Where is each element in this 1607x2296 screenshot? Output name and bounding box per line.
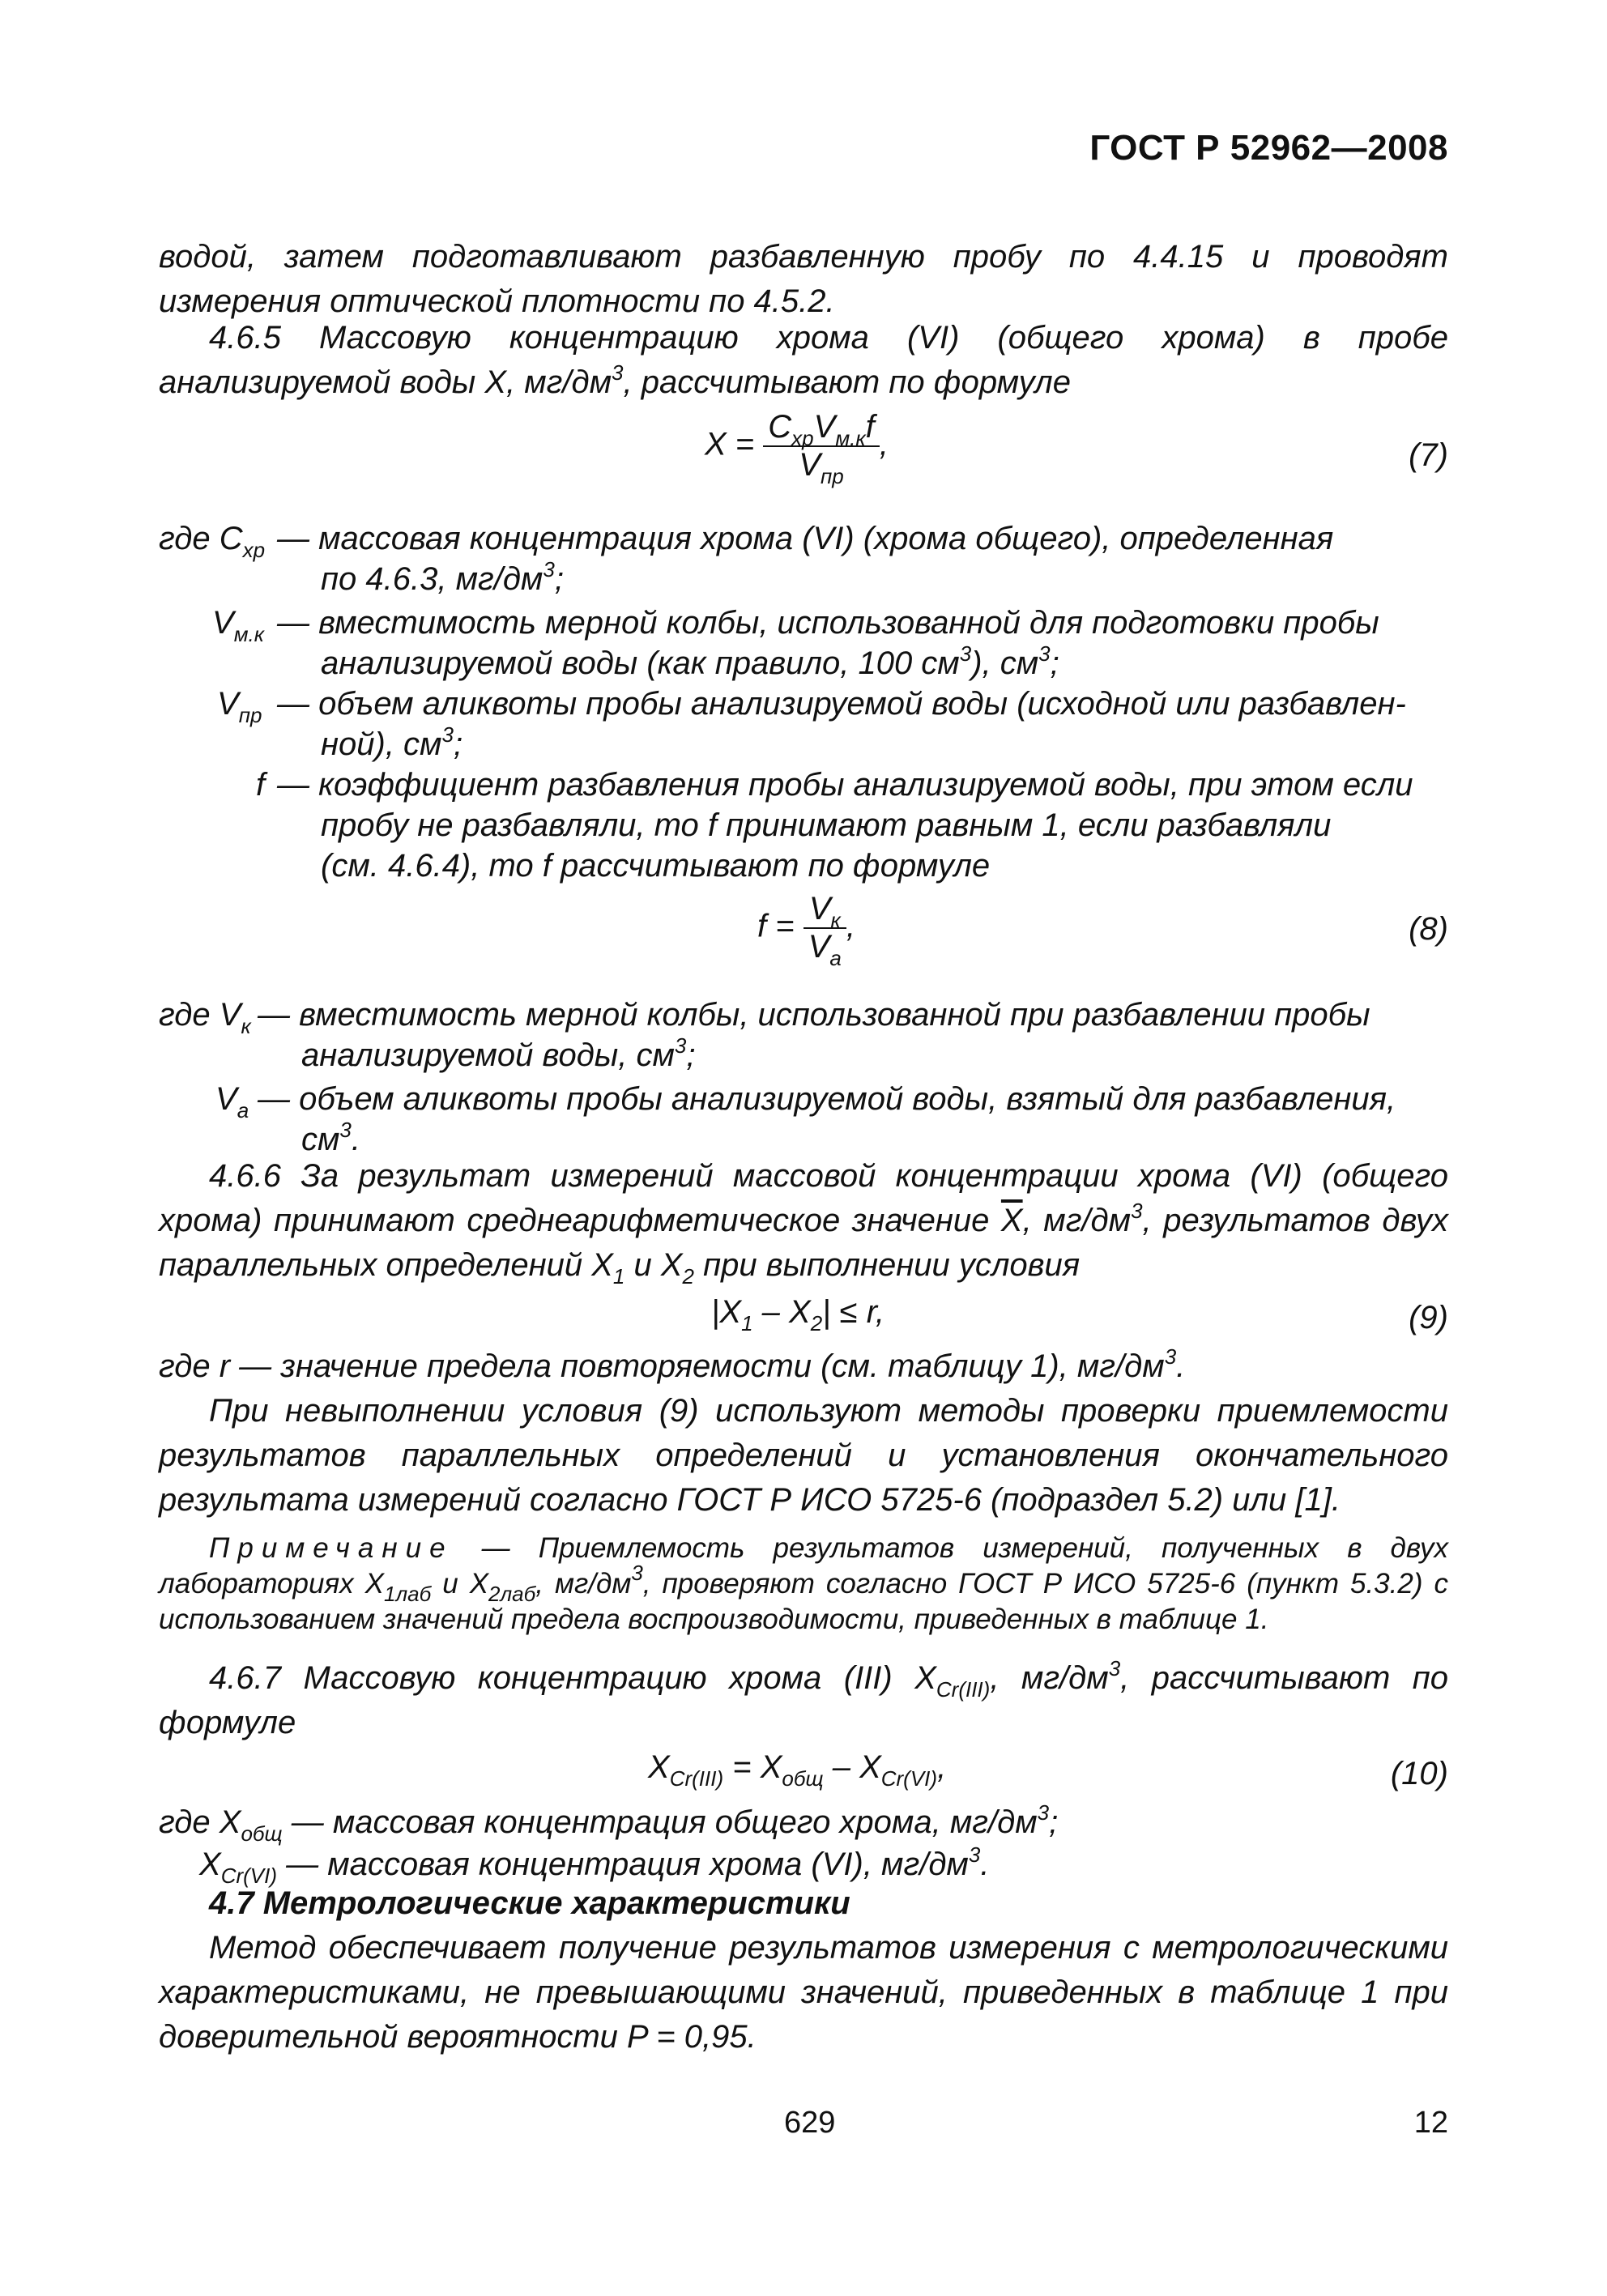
definitions-eq7: [159, 518, 1448, 886]
equation-8-number: (8): [1409, 911, 1448, 947]
eq7-numerator: $C_{хр}V_{м.к}f$: [763, 409, 880, 447]
definition-va: $V_a$ — объем аликвоты пробы анализируемой воды, взятый для разбавления, $см^3$.: [215, 1081, 1396, 1157]
equation-7: [705, 409, 889, 488]
footer-page-right: 12: [1413, 2106, 1448, 2140]
paragraph-fail: [159, 1389, 1448, 1523]
definition-xobsch: где $X_{общ}$ — массовая концентрация общего хрома, $мг/дм^3$;: [159, 1800, 1059, 1846]
equation-10-number: (10): [1390, 1756, 1448, 1791]
eq7-comma: ,: [879, 426, 889, 462]
equation-7-number: (7): [1409, 437, 1448, 473]
eq8-denominator: $V_a$: [808, 929, 842, 970]
equation-9: $|X_1 - X_2| \le r$,: [711, 1294, 884, 1335]
section-4-7-text: Метод обеспечивает получение результатов измерения с метрологическими характеристиками, не превышающими значений, приведенных в таблице 1 при доверительной вероятности P = 0,95.: [159, 1930, 1448, 2055]
paragraph-4-6-5-text: 4.6.5 Массовую концентрацию хрома (VI) (общего хрома) в пробе анализируемой воды X, $мг/дм^3$, рассчитывают по формуле: [159, 320, 1448, 400]
paragraph-4-6-6-text: 4.6.6 За результат измерений массовой концентрации хрома (VI) (общего хрома) принимают среднеарифметическое значение $\overline{X}$, $мг/дм^3$, результатов двух параллельных определений $X_1$ и $X_2$ при выполнении условия: [159, 1158, 1448, 1289]
note-label: Примечание: [209, 1532, 454, 1564]
definition-xcr6: $X_{Cr(VI)}$ — массовая концентрация хрома (VI), $мг/дм^3$.: [199, 1842, 990, 1888]
definition-r: [159, 1344, 1448, 1389]
paragraph-4-6-6: [159, 1154, 1448, 1288]
paragraph-4-6-7: [159, 1656, 1448, 1745]
eq8-numerator: $V_к$: [804, 891, 846, 929]
equation-8: [757, 891, 855, 970]
note-text: Примечание — Приемлемость результатов измерений, полученных в двух лабораториях $X_{1лаб}$ и $X_{2лаб}$, $мг/дм^3$, проверяют согласно ГОСТ Р ИСО 5725-6 (пункт 5.3.2) с использованием значений предела воспроизводимости, приведенных в таблице 1.: [159, 1532, 1448, 1635]
footer-page-center: 629: [784, 2106, 836, 2140]
equation-9-number: (9): [1409, 1300, 1448, 1335]
paragraph-4-6-5: [159, 316, 1448, 405]
definitions-eq10: [159, 1802, 1448, 1886]
eq7-fraction: [763, 409, 880, 488]
intro-paragraph: [159, 235, 1448, 324]
eq7-denominator: $V_{пр}$: [799, 447, 844, 488]
equation-10: $X_{Cr(III)} = X_{общ} - X_{Cr(VI)}$,: [648, 1749, 947, 1791]
intro-text: водой, затем подготавливают разбавленную пробу по 4.4.15 и проводят измерения оптической плотности по 4.5.2.: [159, 239, 1448, 319]
eq8-comma: ,: [846, 908, 855, 944]
eq7-lhs: X =: [705, 426, 755, 462]
definition-f: f — коэффициент разбавления пробы анализируемой воды, при этом если пробу не разбавляли, то f принимают равным 1, если разбавляли (см. 4.6.4), то f рассчитывают по формуле: [256, 767, 1413, 884]
definition-r-text: где r — значение предела повторяемости (см. таблицу 1), $мг/дм^3$.: [159, 1344, 1186, 1384]
note-block: [159, 1531, 1448, 1638]
document-header: ГОСТ Р 52962—2008: [1089, 128, 1448, 168]
eq8-fraction: [804, 891, 846, 970]
section-4-7-title: 4.7 Метрологические характеристики: [209, 1885, 850, 1921]
eq8-lhs: f =: [757, 908, 795, 944]
section-4-7: [159, 1881, 1448, 2060]
definitions-eq8: [159, 995, 1448, 1160]
definition-vmk: $V_{м.к}$ — вместимость мерной колбы, использованной для подготовки пробы анализируемой воды (как правило, 100 $см^3$), $см^3$;: [212, 605, 1379, 681]
paragraph-4-6-7-text: 4.6.7 Массовую концентрацию хрома (III) $X_{Cr(III)}$, $мг/дм^3$, рассчитывают по формуле: [159, 1656, 1449, 1740]
definition-cxr: где $C_{хр}$ — массовая концентрация хрома (VI) (хрома общего), определенная по 4.6.3, $мг/дм^3$;: [159, 521, 1334, 597]
definition-vpr: $V_{пр}$ — объем аликвоты пробы анализируемой воды (исходной или разбавлен- ной), $см^3$;: [217, 686, 1406, 762]
paragraph-fail-text: При невыполнении условия (9) используют методы проверки приемлемости результатов параллельных определений и установления окончательного результата измерений согласно ГОСТ Р ИСО 5725-6 (подраздел 5.2) или [1].: [159, 1393, 1448, 1518]
definition-vk: где $V_к$ — вместимость мерной колбы, использованной при разбавлении пробы анализируемой воды, $см^3$;: [159, 997, 1370, 1073]
